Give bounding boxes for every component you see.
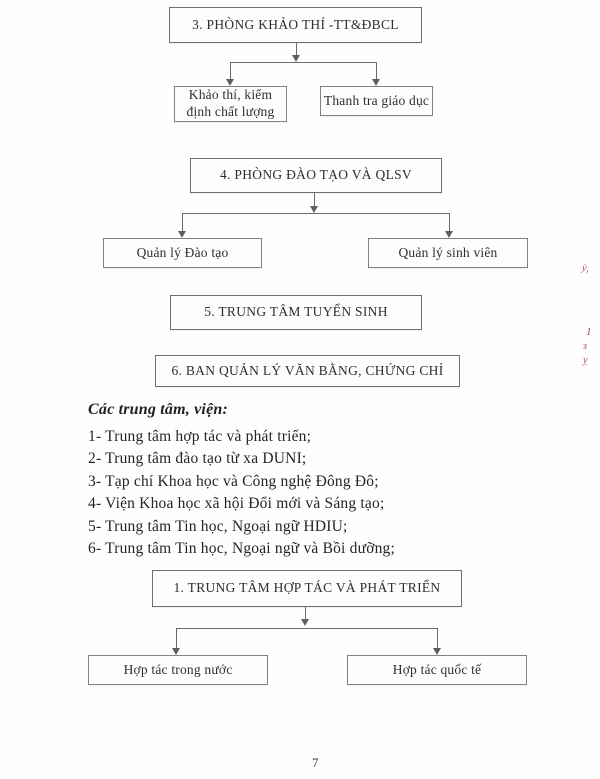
centers-list [88,426,395,560]
connector-center1-right-arrow [433,648,441,655]
org-box-dept5 [170,295,422,330]
org-box-dept4-child1 [103,238,262,268]
connector-dept3-left-arrow [226,79,234,86]
org-box-dept3-label: 3. PHÒNG KHẢO THÍ -TT&ĐBCL [192,16,399,32]
org-box-dept3-child1 [174,86,287,122]
org-box-dept4 [190,158,442,193]
org-box-center1-child1 [88,655,268,685]
connector-center1-crossbar [176,628,438,629]
org-box-dept3-child1-label: Khảo thí, kiểm định chất lượng [186,87,275,119]
org-box-center1-child2-label: Hợp tác quốc tế [392,661,482,677]
connector-dept3-stem-arrow [292,55,300,62]
margin-handwriting-mark: ỵ [583,355,588,366]
connector-dept3-right-drop [376,62,377,80]
org-box-dept6-label: 6. BAN QUẢN LÝ VĂN BẰNG, CHỨNG CHỈ [171,362,444,378]
list-item: 1- Trung tâm hợp tác và phát triển; [88,428,312,445]
connector-center1-right-drop [437,628,438,649]
connector-dept4-left-drop [182,213,183,232]
margin-handwriting-mark: ỳ, [581,262,590,275]
org-box-dept3 [169,7,422,43]
connector-dept3-left-drop [230,62,231,80]
connector-center1-left-drop [176,628,177,649]
centers-section-heading: Các trung tâm, viện: [88,401,229,418]
connector-dept3-right-arrow [372,79,380,86]
connector-dept3-crossbar [230,62,377,63]
org-box-dept4-label: 4. PHÒNG ĐÀO TẠO VÀ QLSV [220,167,412,183]
org-box-center1-child2 [347,655,527,685]
list-item: 5- Trung tâm Tin học, Ngoại ngữ HDIU; [88,517,348,535]
org-box-dept3-child2-label: Thanh tra giáo dục [323,92,430,108]
connector-dept4-stem-arrow [310,206,318,213]
connector-dept4-right-arrow [445,231,453,238]
org-box-center1-label: 1. TRUNG TÂM HỢP TÁC VÀ PHÁT TRIỂN [173,580,441,596]
org-box-center1-child1-label: Hợp tác trong nước [123,661,233,677]
org-box-dept6 [155,355,460,387]
org-box-dept4-child2 [368,238,528,268]
page-number: 7 [312,755,319,770]
org-box-dept3-child2 [320,86,433,116]
org-box-dept4-child2-label: Quản lý sinh viên [398,244,498,260]
org-box-dept5-label: 5. TRUNG TÂM TUYỂN SINH [204,304,388,320]
connector-dept4-left-arrow [178,231,186,238]
list-item: 4- Viện Khoa học xã hội Đổi mới và Sáng tạo; [88,495,385,513]
connector-dept4-right-drop [449,213,450,232]
list-item: 3- Tạp chí Khoa học và Công nghệ Đông Đô; [88,472,379,490]
connector-dept4-crossbar [182,213,450,214]
connector-center1-stem-arrow [301,619,309,626]
list-item: 2- Trung tâm đào tạo từ xa DUNI; [88,450,307,468]
margin-handwriting-mark: ɜ [583,341,587,352]
margin-handwriting-mark: 1 [586,326,592,338]
connector-dept4-stem [314,193,315,207]
list-item: 6- Trung tâm Tin học, Ngoại ngữ và Bồi dưỡng; [88,539,395,557]
org-box-center1 [152,570,462,607]
connector-center1-left-arrow [172,648,180,655]
org-box-dept4-child1-label: Quản lý Đào tạo [136,244,229,260]
